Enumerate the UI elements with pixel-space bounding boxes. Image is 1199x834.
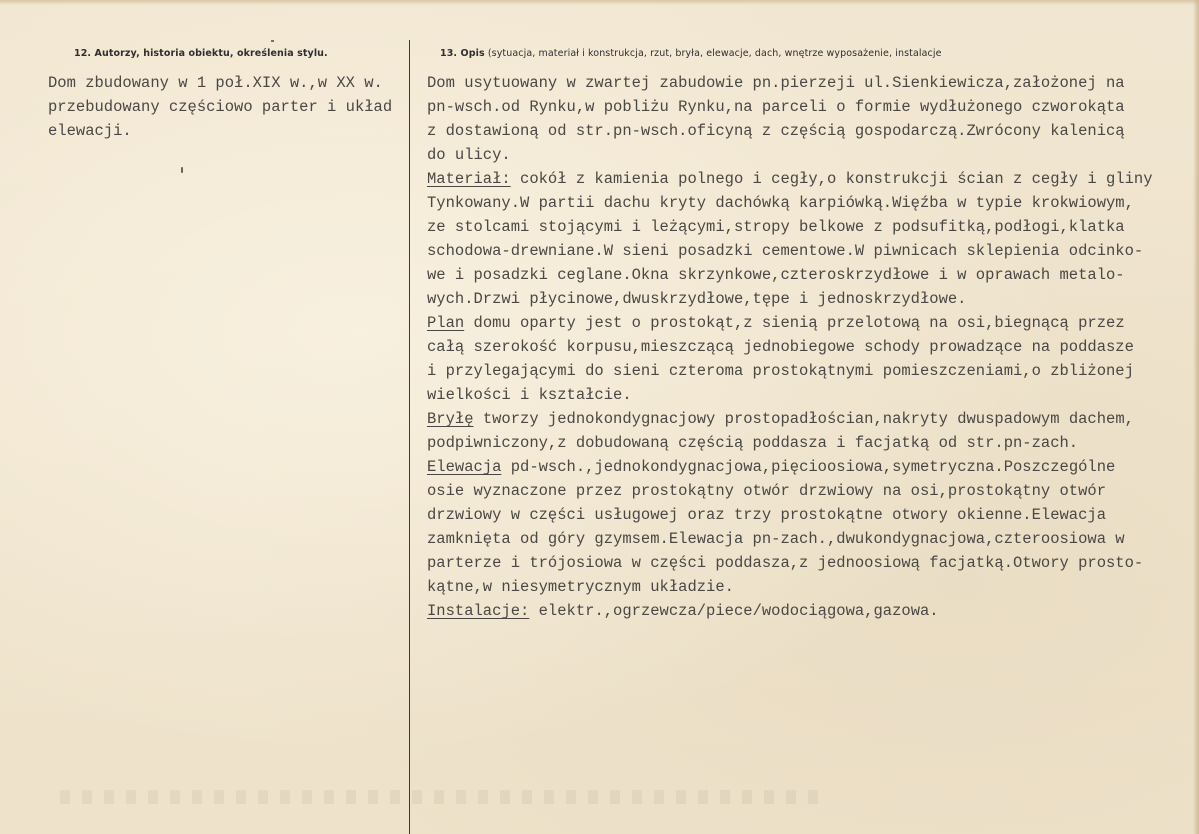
text-line (427, 575, 1197, 599)
line-text: kątne,w niesymetrycznym układzie. (427, 578, 734, 596)
line-text: wych.Drzwi płycinowe,dwuskrzydłowe,tępe i jednoskrzydłowe. (427, 290, 967, 308)
line-text: całą szerokość korpusu,mieszczącą jednobiegowe schody prowadzące na poddasze (427, 338, 1134, 356)
section-label: Instalacje: (427, 602, 530, 620)
text-line (427, 431, 1197, 455)
text-line (427, 239, 1197, 263)
heading-13-number: 13. Opis (440, 48, 485, 59)
line-text: ze stolcami stojącymi i leżącymi,stropy belkowe z podsufitką,podłogi,klatka (427, 218, 1125, 236)
description-text (427, 71, 1197, 623)
heading-13 (440, 48, 942, 59)
line-text: schodowa-drewniane.W sieni posadzki cementowe.W piwnicach sklepienia odcinko- (427, 242, 1144, 260)
line-text: podpiwniczony,z dobudowaną częścią poddasza i facjatką od str.pn-zach. (427, 434, 1079, 452)
ink-tick-mark (271, 40, 274, 42)
text-line: elewacji. (48, 122, 132, 140)
text-line (427, 191, 1197, 215)
text-line (427, 503, 1197, 527)
line-text: parterze i trójosiowa w części poddasza,z jednoosiową facjatką.Otwory prosto- (427, 554, 1144, 572)
text-line: przebudowany częściowo parter i układ (48, 98, 393, 116)
text-line (427, 479, 1197, 503)
section-label: Plan (427, 314, 465, 332)
text-line (427, 407, 1197, 431)
text-line (427, 119, 1197, 143)
text-line (427, 167, 1197, 191)
section-label: Bryłę (427, 410, 474, 428)
line-text: cokół z kamienia polnego i cegły,o konstrukcji ścian z cegły i gliny (510, 170, 1153, 188)
authors-history-text (48, 71, 392, 143)
line-text: pn-wsch.od Rynku,w pobliżu Rynku,na parceli o formie wydłużonego czworokąta (427, 98, 1125, 116)
text-line (427, 599, 1197, 623)
text-line (427, 71, 1197, 95)
text-line (427, 215, 1197, 239)
line-text: do ulicy. (427, 146, 511, 164)
line-text: tworzy jednokondygnacjowy prostopadłościan,nakryty dwuspadowym dachem, (473, 410, 1134, 428)
line-text: osie wyznaczone przez prostokątny otwór drzwiowy na osi,prostokątny otwór (427, 482, 1107, 500)
line-text: Tynkowany.W partii dachu kryty dachówką karpiówką.Więźba w typie krokwiowym, (427, 194, 1134, 212)
text-line (427, 455, 1197, 479)
line-text: Dom usytuowany w zwartej zabudowie pn.pierzeji ul.Sienkiewicza,założonej na (427, 74, 1125, 92)
line-text: drzwiowy w części usługowej oraz trzy prostokątne otwory okienne.Elewacja (427, 506, 1107, 524)
line-text: pd-wsch.,jednokondygnacjowa,pięcioosiowa,symetryczna.Poszczególne (501, 458, 1116, 476)
column-divider (409, 40, 410, 834)
card-top-edge (0, 0, 1199, 5)
text-line (427, 95, 1197, 119)
text-line (427, 143, 1197, 167)
line-text: elektr.,ogrzewcza/piece/wodociągowa,gazowa. (529, 602, 939, 620)
text-line (427, 359, 1197, 383)
line-text: we i posadzki ceglane.Okna skrzynkowe,czteroskrzydłowe i w oprawach metalo- (427, 266, 1125, 284)
text-line (427, 551, 1197, 575)
faint-bleed-through (60, 790, 820, 804)
heading-13-detail: (sytuacja, materiał i konstrukcja, rzut, bryła, elewacje, dach, wnętrze wyposażenie, instalacje (484, 48, 942, 59)
line-text: wielkości i kształcie. (427, 386, 632, 404)
line-text: zamknięta od góry gzymsem.Elewacja pn-zach.,dwukondygnacjowa,czteroosiowa w (427, 530, 1125, 548)
line-text: i przylegającymi do sieni czteroma prostokątnymi pomieszczeniami,o zbliżonej (427, 362, 1134, 380)
section-label: Elewacja (427, 458, 502, 476)
text-line (427, 527, 1197, 551)
text-line (427, 335, 1197, 359)
text-line (427, 263, 1197, 287)
section-label: Materiał: (427, 170, 511, 188)
text-line (427, 287, 1197, 311)
line-text: domu oparty jest o prostokąt,z sienią przelotową na osi,biegnącą przez (464, 314, 1125, 332)
line-text: z dostawioną od str.pn-wsch.oficyną z częścią gospodarczą.Zwrócony kalenicą (427, 122, 1125, 140)
heading-12: 12. Autorzy, historia obiektu, określenia stylu. (74, 48, 328, 59)
text-line (427, 311, 1197, 335)
ink-dot-mark (181, 167, 183, 173)
text-line: Dom zbudowany w 1 poł.XIX w.,w XX w. (48, 74, 383, 92)
text-line (427, 383, 1197, 407)
